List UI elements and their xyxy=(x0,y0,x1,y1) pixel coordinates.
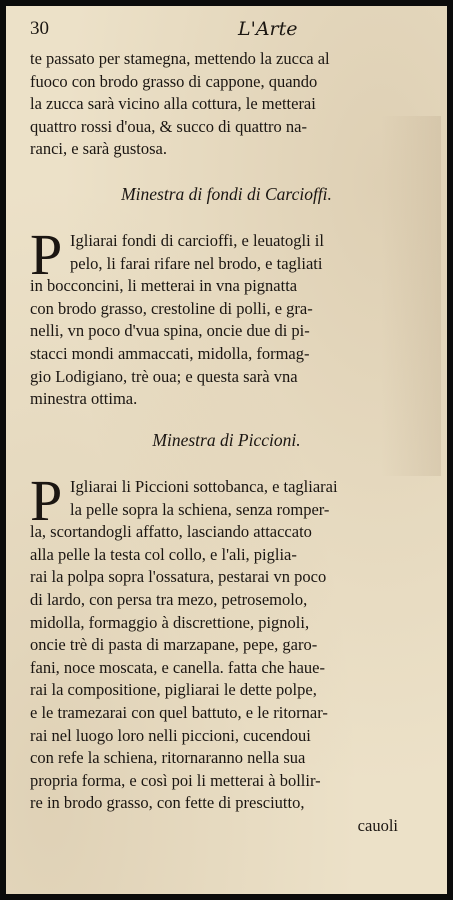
intro-paragraph xyxy=(30,48,426,161)
text-line: pelo, li farai rifare nel brodo, e tagliati xyxy=(70,253,323,273)
running-head: L'Arte xyxy=(238,18,298,40)
text-line: rai la polpa sopra l'ossatura, pestarai vn poco xyxy=(30,567,327,587)
text-line: la zucca sarà vicino alla cottura, le metterai xyxy=(30,94,316,114)
text-line: rai nel luogo loro nelli piccioni, cucendoui xyxy=(30,725,311,745)
book-page xyxy=(6,6,447,894)
text-line: alla pelle la testa col collo, e l'ali, piglia- xyxy=(30,544,297,564)
text-line: la, scortandogli affatto, lasciando attaccato xyxy=(30,522,312,542)
text-line: midolla, formaggio à discrettione, pignoli, xyxy=(30,612,310,632)
text-line: ranci, e sarà gustosa. xyxy=(30,139,167,159)
text-line: stacci mondi ammaccati, midolla, formag- xyxy=(30,343,310,363)
text-line: in bocconcini, li metterai in vna pignatta xyxy=(30,276,298,296)
text-line: con refe la schiena, ritornaranno nella sua xyxy=(30,748,306,768)
text-line: quattro rossi d'oua, & succo di quattro na- xyxy=(30,116,307,136)
text-line: rai la compositione, pigliarai le dette polpe, xyxy=(30,680,317,700)
text-line: Igliarai li Piccioni sottobanca, e tagliarai xyxy=(70,477,338,496)
text-line: Igliarai fondi di carcioffi, e leuatogli il xyxy=(70,231,324,250)
text-line: nelli, vn poco d'vua spina, oncie due di pi- xyxy=(30,321,310,341)
section-title-piccioni: Minestra di Piccioni. xyxy=(152,430,301,450)
carcioffi-paragraph xyxy=(30,230,426,411)
text-line: oncie trè di pasta di marzapane, pepe, garo- xyxy=(30,635,318,655)
catchword: cauoli xyxy=(357,815,398,835)
text-line: con brodo grasso, crestoline di polli, e gra- xyxy=(30,298,313,318)
text-line: la pelle sopra la schiena, senza romper- xyxy=(70,499,330,519)
text-line: fani, noce moscata, e canella. fatta che haue- xyxy=(30,657,325,677)
text-line: gio Lodigiano, trè oua; e questa sarà vna xyxy=(30,366,298,386)
text-line: minestra ottima. xyxy=(30,389,138,409)
text-line: e le tramezarai con quel battuto, e le ritornar- xyxy=(30,702,328,722)
piccioni-paragraph xyxy=(30,476,426,838)
text-line: di lardo, con persa tra mezo, petrosemolo, xyxy=(30,589,308,609)
text-line: te passato per stamegna, mettendo la zucca al xyxy=(30,49,330,68)
text-line: re in brodo grasso, con fette di presciutto, xyxy=(30,793,305,813)
section-title-carcioffi: Minestra di fondi di Carcioffi. xyxy=(121,184,332,204)
text-line: propria forma, e così poi li metterai à bollir- xyxy=(30,770,321,790)
drop-cap: P xyxy=(30,468,63,533)
text-line: fuoco con brodo grasso di cappone, quando xyxy=(30,71,318,91)
drop-cap: P xyxy=(30,222,63,287)
page-number: 30 xyxy=(30,18,49,39)
page-header xyxy=(30,18,427,42)
